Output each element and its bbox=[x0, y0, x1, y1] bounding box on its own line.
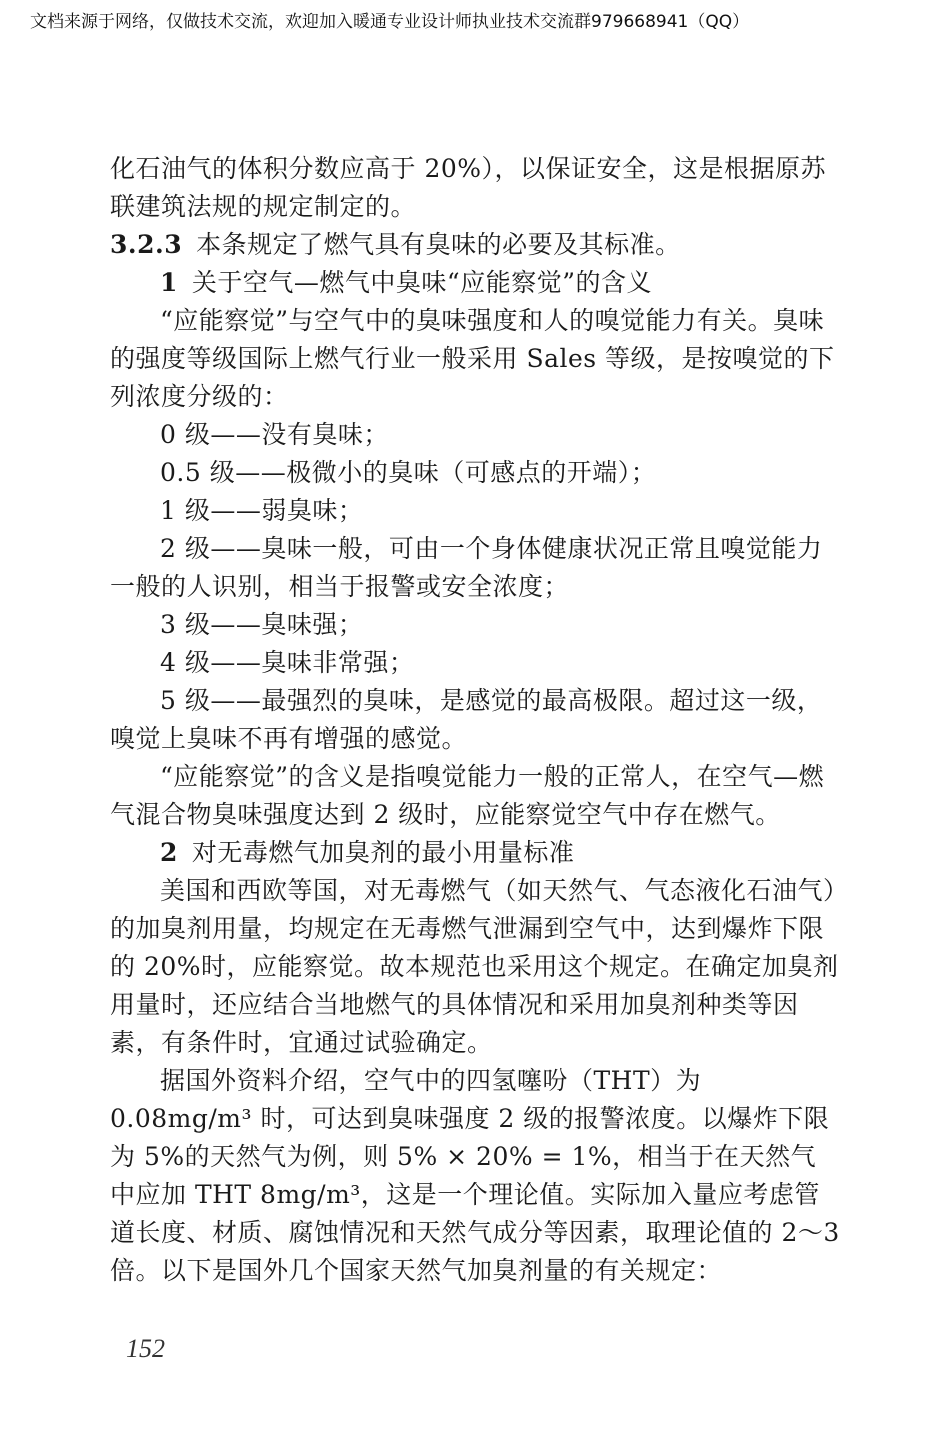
paragraph: “应能察觉”的含义是指嗅觉能力一般的正常人，在空气—燃气混合物臭味强度达到 2 级时，应能察觉空气中存在燃气。 bbox=[110, 762, 825, 829]
list-item: 0.5 级——极微小的臭味（可感点的开端）； bbox=[160, 458, 657, 487]
paragraph: 美国和西欧等国，对无毒燃气（如天然气、气态液化石油气）的加臭剂用量，均规定在无毒燃气泄漏到空气中，达到爆炸下限的 20%时，应能察觉。故本规范也采用这个规定。在确定加臭剂用量时，还应结合当地燃气的具体情况和采用加臭剂种类等因素，有条件时，宜通过试验确定。 bbox=[110, 876, 839, 1057]
item-heading-2 bbox=[110, 834, 840, 872]
paragraph: “应能察觉”与空气中的臭味强度和人的嗅觉能力有关。臭味的强度等级国际上燃气行业一般采用 Sales 等级，是按嗅觉的下列浓度分级的： bbox=[110, 306, 835, 411]
paragraph: 化石油气的体积分数应高于 20%），以保证安全，这是根据原苏联建筑法规的规定制定的。 bbox=[110, 154, 827, 221]
list-item: 0 级——没有臭味； bbox=[160, 420, 389, 449]
list-item: 5 级——最强烈的臭味，是感觉的最高极限。超过这一级，嗅觉上臭味不再有增强的感觉。 bbox=[110, 686, 823, 753]
watermark-banner: 文档来源于网络，仅做技术交流，欢迎加入暖通专业设计师执业技术交流群979668941（QQ） bbox=[30, 12, 750, 32]
page-body bbox=[110, 150, 840, 1290]
item-text: 对无毒燃气加臭剂的最小用量标准 bbox=[191, 838, 575, 867]
item-text: 关于空气—燃气中臭味“应能察觉”的含义 bbox=[191, 268, 652, 297]
item-heading-1 bbox=[110, 264, 840, 302]
list-item: 4 级——臭味非常强； bbox=[160, 648, 415, 677]
item-number: 1 bbox=[160, 268, 178, 297]
list-item: 3 级——臭味强； bbox=[160, 610, 364, 639]
section-text: 本条规定了燃气具有臭味的必要及其标准。 bbox=[196, 230, 681, 259]
list-item: 2 级——臭味一般，可由一个身体健康状况正常且嗅觉能力一般的人识别，相当于报警或安全浓度； bbox=[110, 534, 823, 601]
section-heading bbox=[110, 226, 840, 264]
section-number: 3.2.3 bbox=[110, 230, 183, 259]
item-number: 2 bbox=[160, 838, 178, 867]
list-item: 1 级——弱臭味； bbox=[160, 496, 364, 525]
page-number: 152 bbox=[126, 1334, 165, 1363]
paragraph: 据国外资料介绍，空气中的四氢噻吩（THT）为 0.08mg/m³ 时，可达到臭味强度 2 级的报警浓度。以爆炸下限为 5%的天然气为例，则 5% × 20% = 1%，相当于在天然气中应加 THT 8mg/m³，这是一个理论值。实际加入量应考虑管道长度、材质、腐蚀情况和天然气成分等因素，取理论值的 2～3 倍。以下是国外几个国家天然气加臭剂量的有关规定： bbox=[110, 1066, 840, 1285]
